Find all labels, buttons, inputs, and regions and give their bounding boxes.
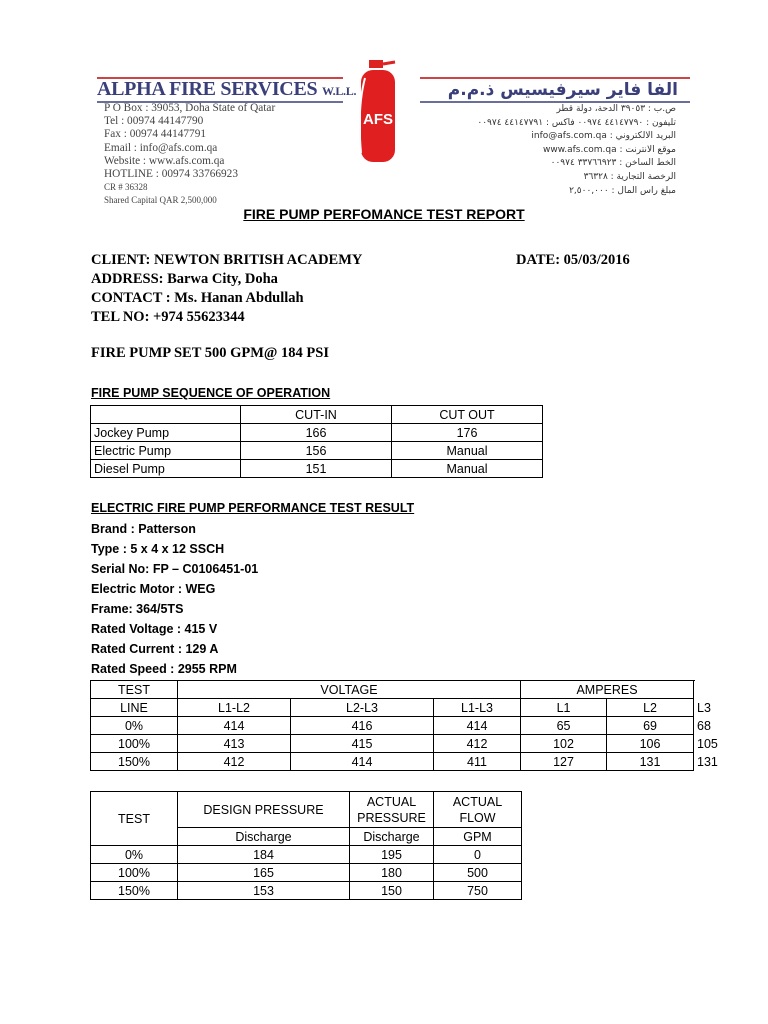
cell: Jockey Pump: [91, 424, 241, 442]
cell: Electric Pump: [91, 442, 241, 460]
cr-line: CR # 36328: [104, 182, 148, 193]
spec-type: Type : 5 x 4 x 12 SSCH: [91, 542, 225, 556]
cell: 416: [291, 717, 434, 735]
sequence-table: [90, 405, 543, 478]
client-contact: CONTACT : Ms. Hanan Abdullah: [91, 290, 304, 306]
header-cell: ACTUAL FLOW: [434, 792, 522, 828]
tel-line: Tel : 00974 44147790: [104, 115, 204, 128]
cell: Manual: [392, 460, 543, 478]
company-suffix: W.L.L.: [322, 84, 357, 98]
header-cell: [91, 406, 241, 424]
cell: 0%: [91, 846, 178, 864]
table-row: 0% 414 416 414 65 69 68: [91, 717, 694, 735]
cell: 412: [178, 753, 291, 771]
cell: Diesel Pump: [91, 460, 241, 478]
arabic-contact-block: [477, 103, 676, 198]
email-line: Email : info@afs.com.qa: [104, 141, 218, 154]
arabic-line: مبلغ راس المال : ٢,٥٠٠,٠٠٠: [569, 185, 676, 196]
client-tel: TEL NO: +974 55623344: [91, 309, 245, 325]
header-cell: TEST: [91, 792, 178, 846]
cell: 0: [434, 846, 522, 864]
header-cell: DESIGN PRESSURE: [178, 792, 350, 828]
cell: 102: [521, 735, 607, 753]
cell: 415: [291, 735, 434, 753]
table-row: [91, 442, 543, 460]
pressure-table: [90, 791, 522, 900]
report-date: DATE: 05/03/2016: [516, 252, 630, 268]
cell: 150%: [91, 753, 178, 771]
header-cell: CUT-IN: [241, 406, 392, 424]
cell: 165: [178, 864, 350, 882]
cell: 500: [434, 864, 522, 882]
cell: 65: [521, 717, 607, 735]
header-cell: ACTUAL PRESSURE: [350, 792, 434, 828]
sequence-heading: FIRE PUMP SEQUENCE OF OPERATION: [91, 386, 331, 400]
header-cell: TEST: [91, 681, 178, 699]
spec-speed: Rated Speed : 2955 RPM: [91, 662, 237, 676]
cell: 412: [434, 735, 521, 753]
client-address: ADDRESS: Barwa City, Doha: [91, 271, 278, 287]
header-cell: Discharge: [350, 828, 434, 846]
cell: 100%: [91, 864, 178, 882]
table-row: 150% 412 414 411 127 131 131: [91, 753, 694, 771]
cell: 131: [607, 753, 694, 771]
cell: 184: [178, 846, 350, 864]
capital-line: Shared Capital QAR 2,500,000: [104, 195, 217, 206]
electrical-table: [90, 680, 718, 771]
table-row: [91, 846, 522, 864]
fire-extinguisher-logo: [355, 58, 401, 168]
spec-motor: Electric Motor : WEG: [91, 582, 216, 596]
cell: 180: [350, 864, 434, 882]
table-header-row: [91, 406, 543, 424]
cell: 156: [241, 442, 392, 460]
header-cell: L2: [607, 699, 694, 717]
cell: 151: [241, 460, 392, 478]
cell: 153: [178, 882, 350, 900]
arabic-line: البريد الالكتروني : info@afs.com.qa: [531, 131, 676, 142]
cell: 150: [350, 882, 434, 900]
svg-text:AFS: AFS: [363, 111, 393, 128]
contact-block: [104, 102, 275, 208]
cell: 414: [178, 717, 291, 735]
header-cell: CUT OUT: [392, 406, 543, 424]
table-header-row: [91, 792, 522, 828]
cell: 100%: [91, 735, 178, 753]
cell: 150%: [91, 882, 178, 900]
header-cell: VOLTAGE: [178, 681, 521, 699]
header-cell: LINE: [91, 699, 178, 717]
header-cell: GPM: [434, 828, 522, 846]
arabic-line: الخط الساخن : ٣٣٧٦٦٩٢٣ ٠٠٩٧٤: [550, 158, 676, 169]
arabic-line: ص.ب : ٣٩٠٥٣ الدحة، دولة قطر: [556, 104, 676, 114]
hotline-line: HOTLINE : 00974 33766923: [104, 168, 238, 181]
spec-brand: Brand : Patterson: [91, 522, 196, 536]
electric-heading: ELECTRIC FIRE PUMP PERFORMANCE TEST RESULT: [91, 501, 415, 515]
table-header-row: [91, 681, 694, 699]
header-cell: L2-L3: [291, 699, 434, 717]
table-row: [91, 460, 543, 478]
cell: 750: [434, 882, 522, 900]
client-name: CLIENT: NEWTON BRITISH ACADEMY: [91, 252, 363, 268]
spec-current: Rated Current : 129 A: [91, 642, 219, 656]
client-block: [91, 251, 362, 327]
cell: 195: [350, 846, 434, 864]
report-title: FIRE PUMP PERFOMANCE TEST REPORT: [243, 206, 525, 222]
cell: 106: [607, 735, 694, 753]
spec-frame: Frame: 364/5TS: [91, 602, 184, 616]
website-line: Website : www.afs.com.qa: [104, 154, 225, 167]
header-rule-red-right: [420, 77, 690, 79]
cell: 166: [241, 424, 392, 442]
spec-voltage: Rated Voltage : 415 V: [91, 622, 218, 636]
header-cell: L1: [521, 699, 607, 717]
cell: Manual: [392, 442, 543, 460]
table-row: [91, 882, 522, 900]
table-row: [91, 864, 522, 882]
arabic-line: الرخصة التجارية : ٣٦٣٢٨: [583, 171, 676, 182]
header-cell: AMPERES: [521, 681, 694, 699]
arabic-line: موقع الانترنت : www.afs.com.qa: [542, 144, 676, 155]
cell: 69: [607, 717, 694, 735]
spec-serial: Serial No: FP – C0106451-01: [91, 562, 259, 576]
pump-specs: [91, 519, 258, 679]
fax-line: Fax : 00974 44147791: [104, 128, 206, 141]
cell: 127: [521, 753, 607, 771]
arabic-line: تليفون : ٤٤١٤٧٧٩٠ ٠٠٩٧٤ فاكس : ٤٤١٤٧٧٩١ ٠٠٩٧٤: [477, 117, 676, 128]
cell: 414: [434, 717, 521, 735]
table-row: 100% 413 415 412 102 106 105: [91, 735, 694, 753]
table-row: [91, 424, 543, 442]
pump-set: FIRE PUMP SET 500 GPM@ 184 PSI: [91, 345, 329, 361]
company-name-text: ALPHA FIRE SERVICES: [97, 78, 318, 100]
company-name: [97, 78, 356, 101]
table-header-row: LINE L1-L2 L2-L3 L1-L3 L1 L2 L3: [91, 699, 694, 717]
cell: 411: [434, 753, 521, 771]
cell: 0%: [91, 717, 178, 735]
header-cell: L1-L3: [434, 699, 521, 717]
cell: 176: [392, 424, 543, 442]
cell: 413: [178, 735, 291, 753]
header-cell: L1-L2: [178, 699, 291, 717]
header-cell: Discharge: [178, 828, 350, 846]
cell: 414: [291, 753, 434, 771]
address-line: P O Box : 39053, Doha State of Qatar: [104, 102, 276, 114]
arabic-company-name: الفا فاير سيرفيسيس ذ.م.م: [447, 80, 678, 100]
